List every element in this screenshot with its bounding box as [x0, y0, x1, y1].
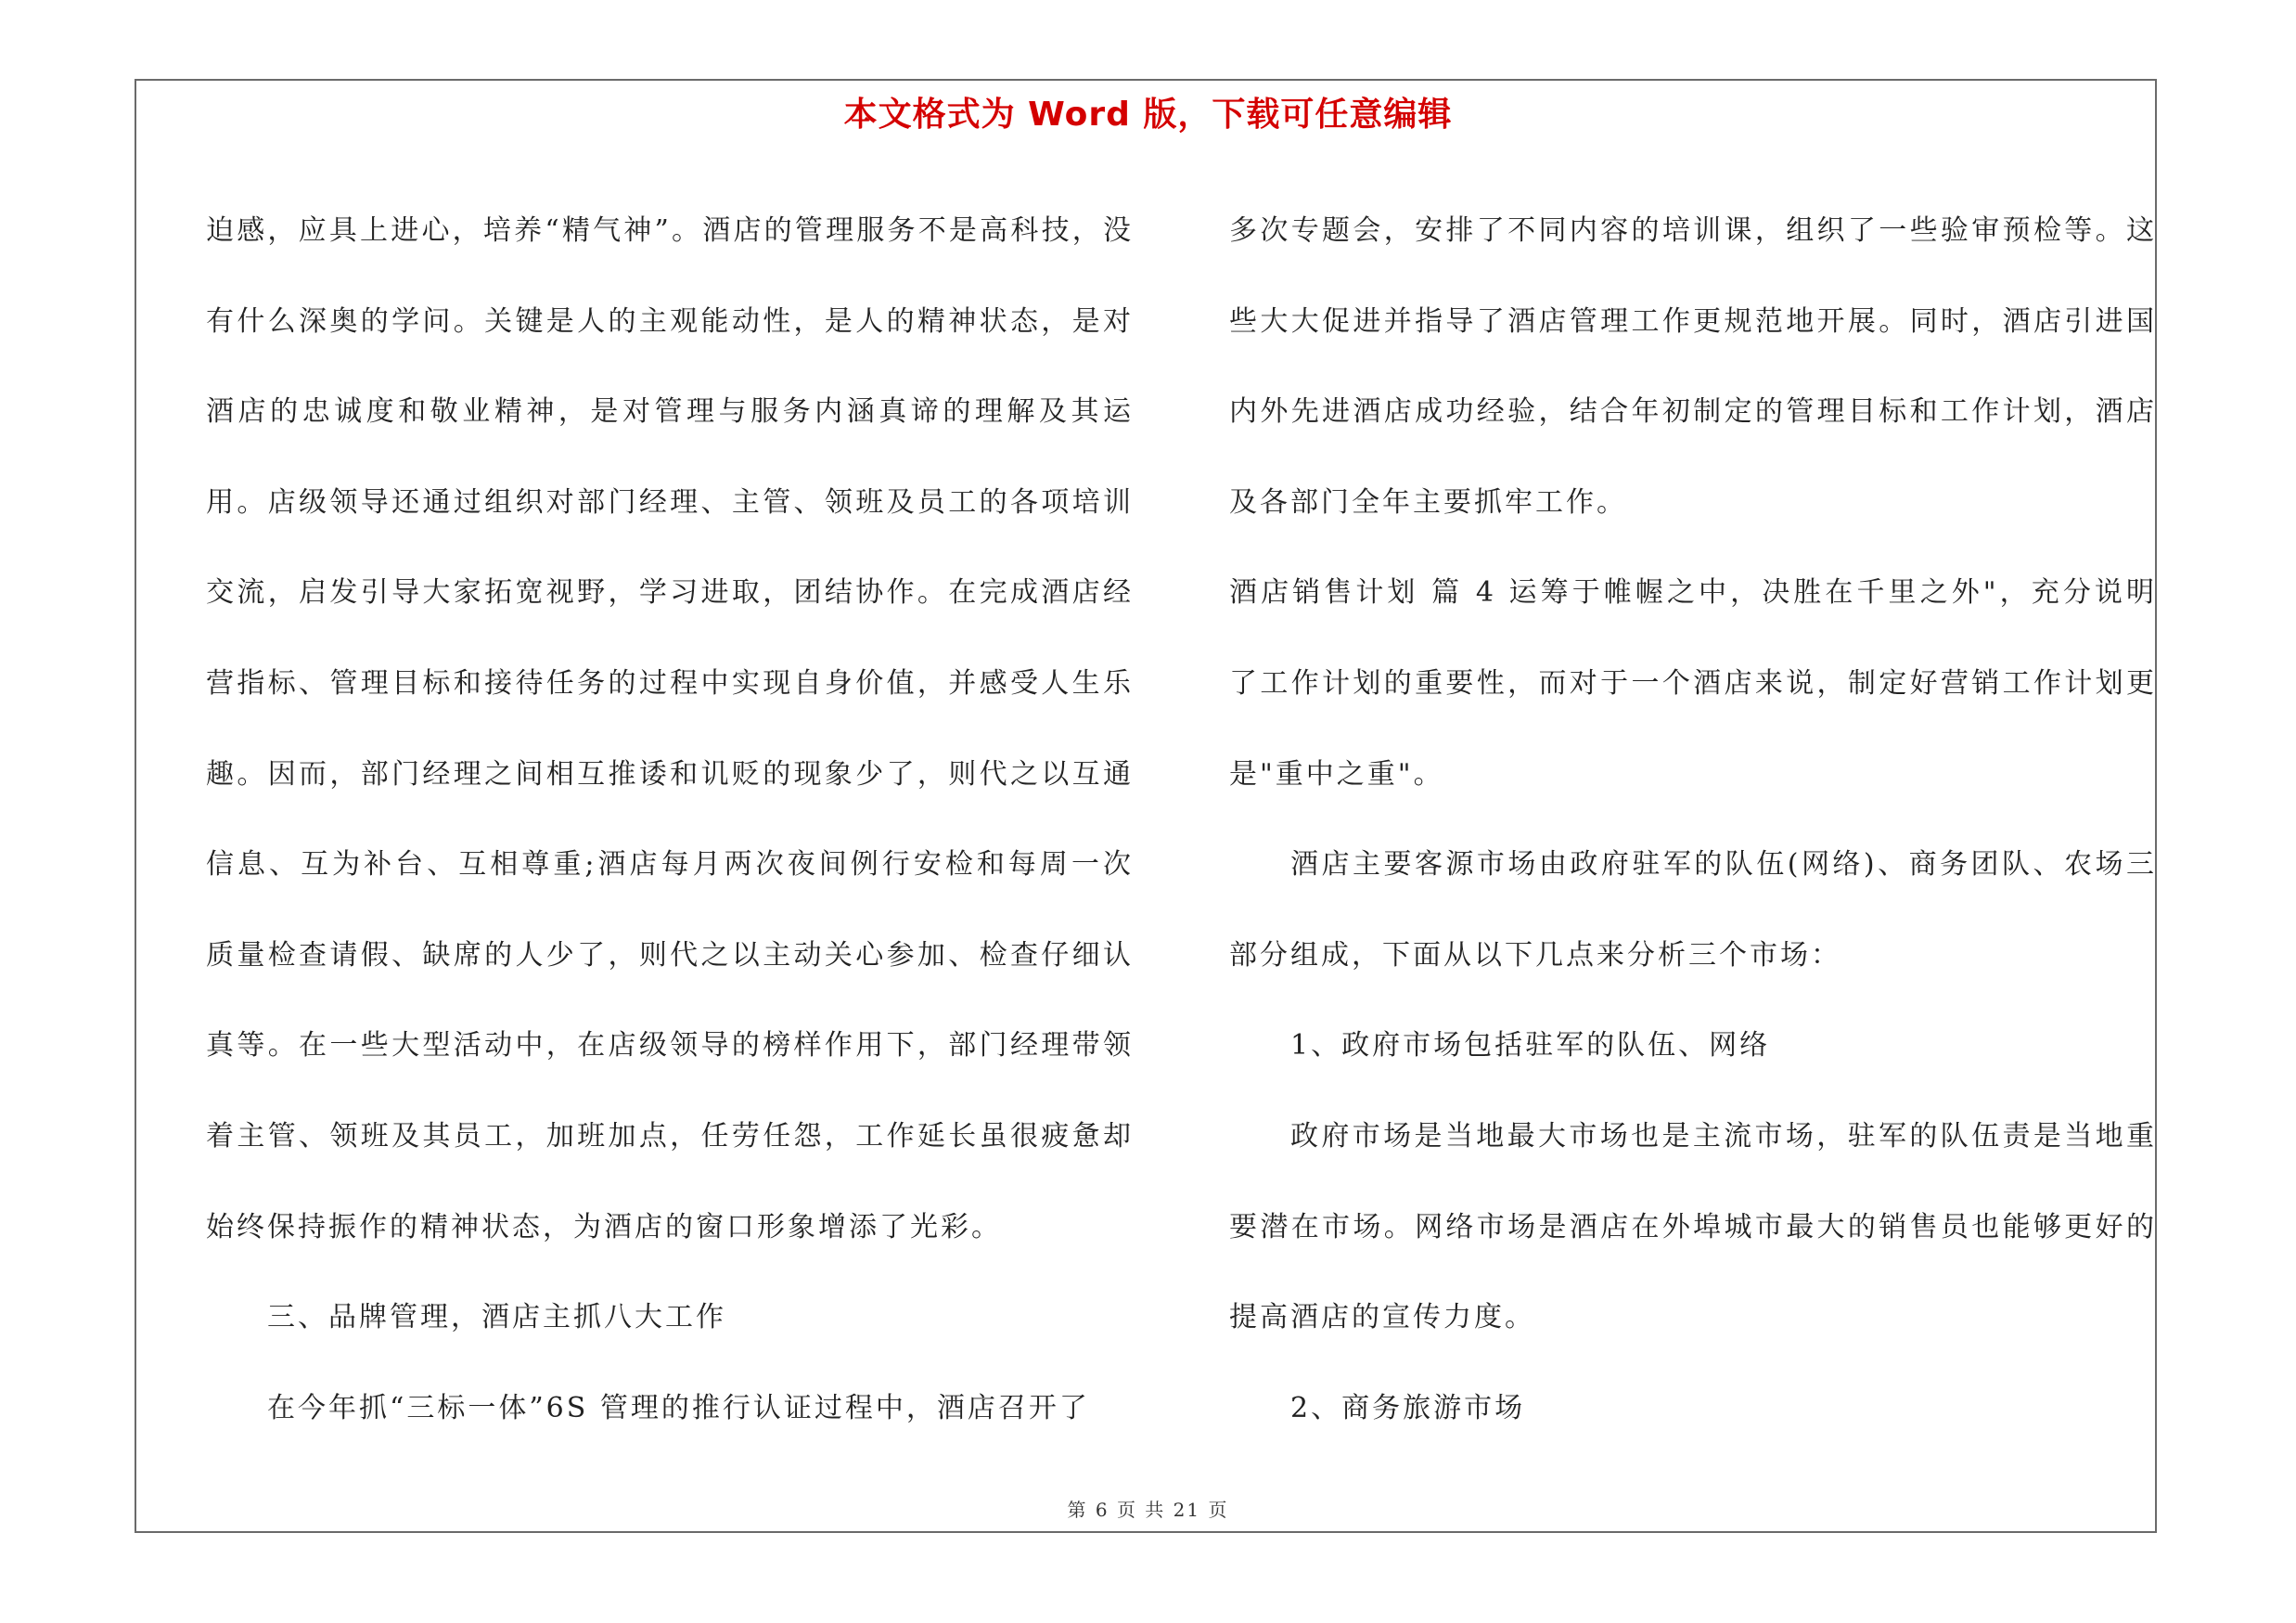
format-notice-header: 本文格式为 Word 版，下载可任意编辑 [843, 96, 1453, 134]
body-paragraph: 多次专题会，安排了不同内容的培训课，组织了一些验审预检等。这些大大促进并指导了酒店管理工作更规范地开展。同时，酒店引进国内外先进酒店成功经验，结合年初制定的管理目标和工作计划，酒店及各部门全年主要抓牢工作。 [1229, 214, 2157, 519]
page-number-footer: 第 6 页 共 21 页 [1067, 1499, 1229, 1521]
body-paragraph: 酒店主要客源市场由政府驻军的队伍(网络)、商务团队、农场三部分组成，下面从以下几点来分析三个市场： [1229, 848, 2157, 972]
body-paragraph: 在今年抓“三标一体”6S 管理的推行认证过程中，酒店召开了 [267, 1391, 1090, 1424]
section-heading: 2、商务旅游市场 [1290, 1391, 1526, 1424]
section-heading: 1、政府市场包括驻军的队伍、网络 [1290, 1029, 1771, 1063]
body-paragraph: 迫感，应具上进心，培养“精气神”。酒店的管理服务不是高科技，没有什么深奥的学问。关键是人的主观能动性，是人的精神状态，是对酒店的忠诚度和敬业精神，是对管理与服务内涵真谛的理解及其运用。店级领导还通过组织对部门经理、主管、领班及员工的各项培训交流，启发引导大家拓宽视野，学习进取，团结协作。在完成酒店经营指标、管理目标和接待任务的过程中实现自身价值，并感受人生乐趣。因而，部门经理之间相互推诿和讥贬的现象少了，则代之以互通信息、互为补台、互相尊重;酒店每月两次夜间例行安检和每周一次质量检查请假、缺席的人少了，则代之以主动关心参加、检查仔细认真等。在一些大型活动中，在店级领导的榜样作用下，部门经理带领着主管、领班及其员工，加班加点，任劳任怨，工作延长虽很疲惫却始终保持振作的精神状态，为酒店的窗口形象增添了光彩。 [206, 214, 1134, 1243]
body-paragraph: 酒店销售计划 篇 4 运筹于帷幄之中，决胜在千里之外"，充分说明了工作计划的重要性，而对于一个酒店来说，制定好营销工作计划更是"重中之重"。 [1229, 576, 2157, 791]
body-paragraph: 政府市场是当地最大市场也是主流市场，驻军的队伍责是当地重要潜在市场。网络市场是酒店在外埠城市最大的销售员也能够更好的提高酒店的宣传力度。 [1229, 1119, 2157, 1334]
left-text-column [206, 186, 1134, 1453]
section-heading: 三、品牌管理，酒店主抓八大工作 [267, 1301, 726, 1334]
right-text-column [1229, 186, 2157, 1453]
